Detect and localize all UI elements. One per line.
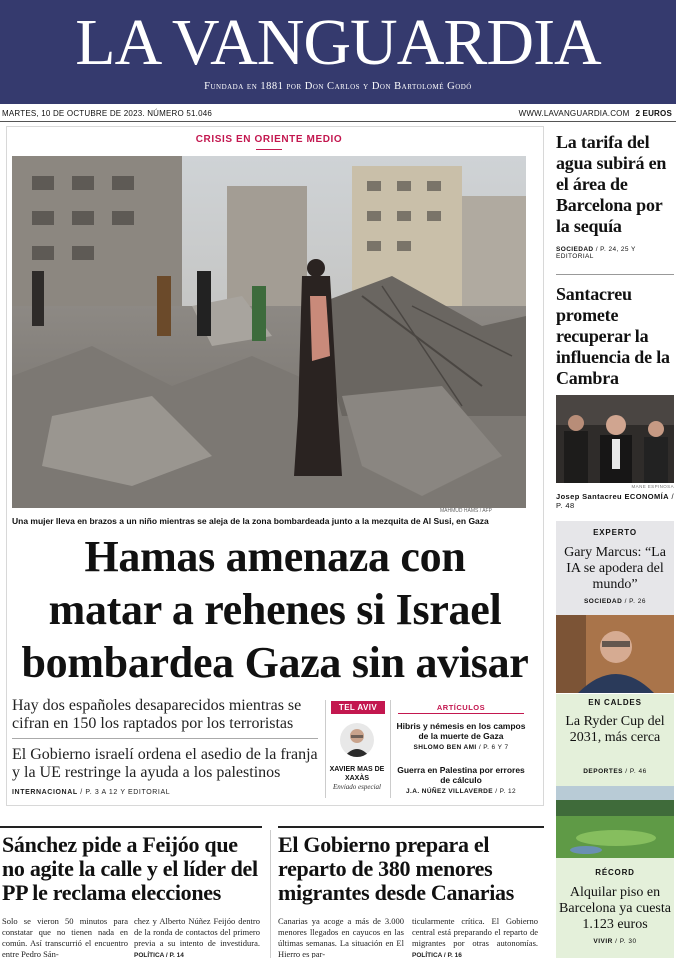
divider <box>556 274 674 275</box>
section-name: VIVIR <box>593 938 613 945</box>
story-text <box>412 916 538 958</box>
divider <box>12 738 318 739</box>
headline-line: Hamas amenaza con <box>84 532 466 581</box>
divider <box>390 700 391 798</box>
masthead <box>0 0 676 104</box>
masthead-subtitle: Fundada en 1881 por Don Carlos y Don Bartolomé Godó <box>204 81 472 92</box>
articles-rule <box>398 713 524 714</box>
lead-subhead-1: Hay dos españoles desaparecidos mientras se cifran en 150 los raptados por los terroristas <box>12 697 302 732</box>
dateline-right <box>519 109 672 118</box>
box-ref <box>556 938 674 945</box>
page-ref: / P. 48 <box>556 492 674 510</box>
section-name: POLÍTICA <box>412 952 443 958</box>
page-ref: / P. 12 <box>493 788 516 795</box>
author-role: Enviado especial <box>332 783 381 791</box>
lead-subhead-2: El Gobierno israelí ordena el asedio de la franja y la UE restringe la ayuda a los palestinos <box>12 746 318 781</box>
divider <box>278 826 544 828</box>
article-byline <box>392 744 530 751</box>
article-author: SHLOMO BEN AMI <box>413 744 477 751</box>
section-name: SOCIEDAD <box>556 246 594 253</box>
bottom-story-headline[interactable]: El Gobierno prepara el reparto de 380 menores migrantes desde Canarias <box>278 832 515 905</box>
box-text: Alquilar piso en Barcelona ya cuesta 1.123 euros <box>559 885 671 932</box>
story-text <box>134 916 260 958</box>
photo-caption: Una mujer lleva en brazos a un niño mientras se aleja de la zona bombardeada junto a la mezquita de Al Susi, en Gaza <box>12 516 489 526</box>
location-tag: TEL AVIV <box>331 701 385 714</box>
price: 2 EUROS <box>635 109 672 118</box>
page-ref: / P. 26 <box>622 598 647 605</box>
golf-course-photo[interactable] <box>556 786 674 858</box>
lead-headline[interactable] <box>6 530 544 689</box>
side-story-headline[interactable]: La tarifa del agua subirá en el área de Barcelona por la sequía <box>556 132 667 236</box>
articles-label: ARTÍCULOS <box>436 703 486 712</box>
dateline <box>0 108 676 122</box>
page-ref: / P. 24, 25 Y EDITORIAL <box>556 246 636 260</box>
lead-photo[interactable] <box>12 156 526 508</box>
page-ref: / P. 3 A 12 Y EDITORIAL <box>77 789 171 796</box>
bottom-story-headline[interactable]: Sánchez pide a Feijóo que no agite la calle y el líder del PP le reclama elecciones <box>2 832 258 905</box>
lead-kicker: CRISIS EN ORIENTE MEDIO <box>195 134 343 145</box>
section-name: DEPORTES <box>583 768 623 775</box>
divider <box>270 830 271 958</box>
person-name: Josep Santacreu <box>556 492 623 501</box>
headline-line: bombardea Gaza sin avisar <box>21 638 529 687</box>
box-ref <box>556 598 674 605</box>
kicker-rule <box>256 149 282 150</box>
website-link[interactable]: WWW.LAVANGUARDIA.COM <box>518 109 630 118</box>
page-ref: / P. 30 <box>612 938 637 945</box>
section-name: ECONOMÍA <box>624 492 669 501</box>
article-author: J.A. NÚÑEZ VILLAVERDE <box>406 788 494 795</box>
box-text: Gary Marcus: “La IA se apodera del mundo” <box>564 545 666 592</box>
page-ref: / P. 16 <box>442 952 462 958</box>
article-byline <box>392 788 530 795</box>
story-text: Solo se vieron 50 minutos para constatar que no tienen nada en común. Así transcurrió el encuentro entre Pedro Sán- <box>2 916 128 958</box>
photo-credit: MAHMUD HAMS / AFP <box>440 508 492 514</box>
section-name: INTERNACIONAL <box>12 789 78 796</box>
side-story-ref <box>556 492 674 510</box>
photo-credit: MANE ESPINOSA <box>631 484 674 489</box>
side-story-ref <box>556 246 674 260</box>
page-ref: / P. 46 <box>623 768 647 775</box>
issue-date: MARTES, 10 DE OCTUBRE DE 2023. NÚMERO 51.046 <box>2 109 213 118</box>
box-label: EXPERTO <box>593 528 637 537</box>
box-label: RÉCORD <box>595 868 635 877</box>
box-text: La Ryder Cup del 2031, más cerca <box>565 714 665 745</box>
story-text-line: chez y Alberto Núñez Feijóo dentro de la ronda de contactos del primero previa a su intento de investidura. <box>134 916 260 948</box>
side-story-headline[interactable]: Santacreu promete recuperar la influencia de la Cambra <box>556 284 670 388</box>
section-name: POLÍTICA <box>134 952 165 958</box>
article-title: Guerra en Palestina por errores de cálculo <box>397 765 525 785</box>
box-ref <box>556 768 674 775</box>
section-name: SOCIEDAD <box>583 598 623 605</box>
page-ref: / P. 14 <box>164 952 184 958</box>
newspaper-title[interactable]: LA VANGUARDIA <box>75 6 601 79</box>
story-text-line: ticularmente crítica. El Gobierno central está preparando el reparto de migrantes por otras autonomías. <box>412 916 538 948</box>
page-ref: / P. 6 Y 7 <box>476 744 509 751</box>
divider <box>0 826 262 828</box>
gary-marcus-photo[interactable] <box>556 615 674 693</box>
author-name: XAVIER MAS DE XAXÀS <box>329 766 385 782</box>
article-title: Hibris y némesis en los campos de la muerte de Gaza <box>396 721 526 741</box>
author-avatar <box>340 723 374 757</box>
opinion-article[interactable] <box>392 765 530 795</box>
rubble-scene-image <box>12 156 526 508</box>
story-text: Canarias ya acoge a más de 3.000 menores llegados en cayucos en las últimas semanas. La situación en El Hierro es par- <box>278 916 404 958</box>
opinion-article[interactable] <box>392 721 530 751</box>
lead-section-ref <box>12 789 322 796</box>
box-label: EN CALDES <box>588 698 642 707</box>
santacreu-photo[interactable] <box>556 395 674 483</box>
headline-line: matar a rehenes si Israel <box>48 585 502 634</box>
